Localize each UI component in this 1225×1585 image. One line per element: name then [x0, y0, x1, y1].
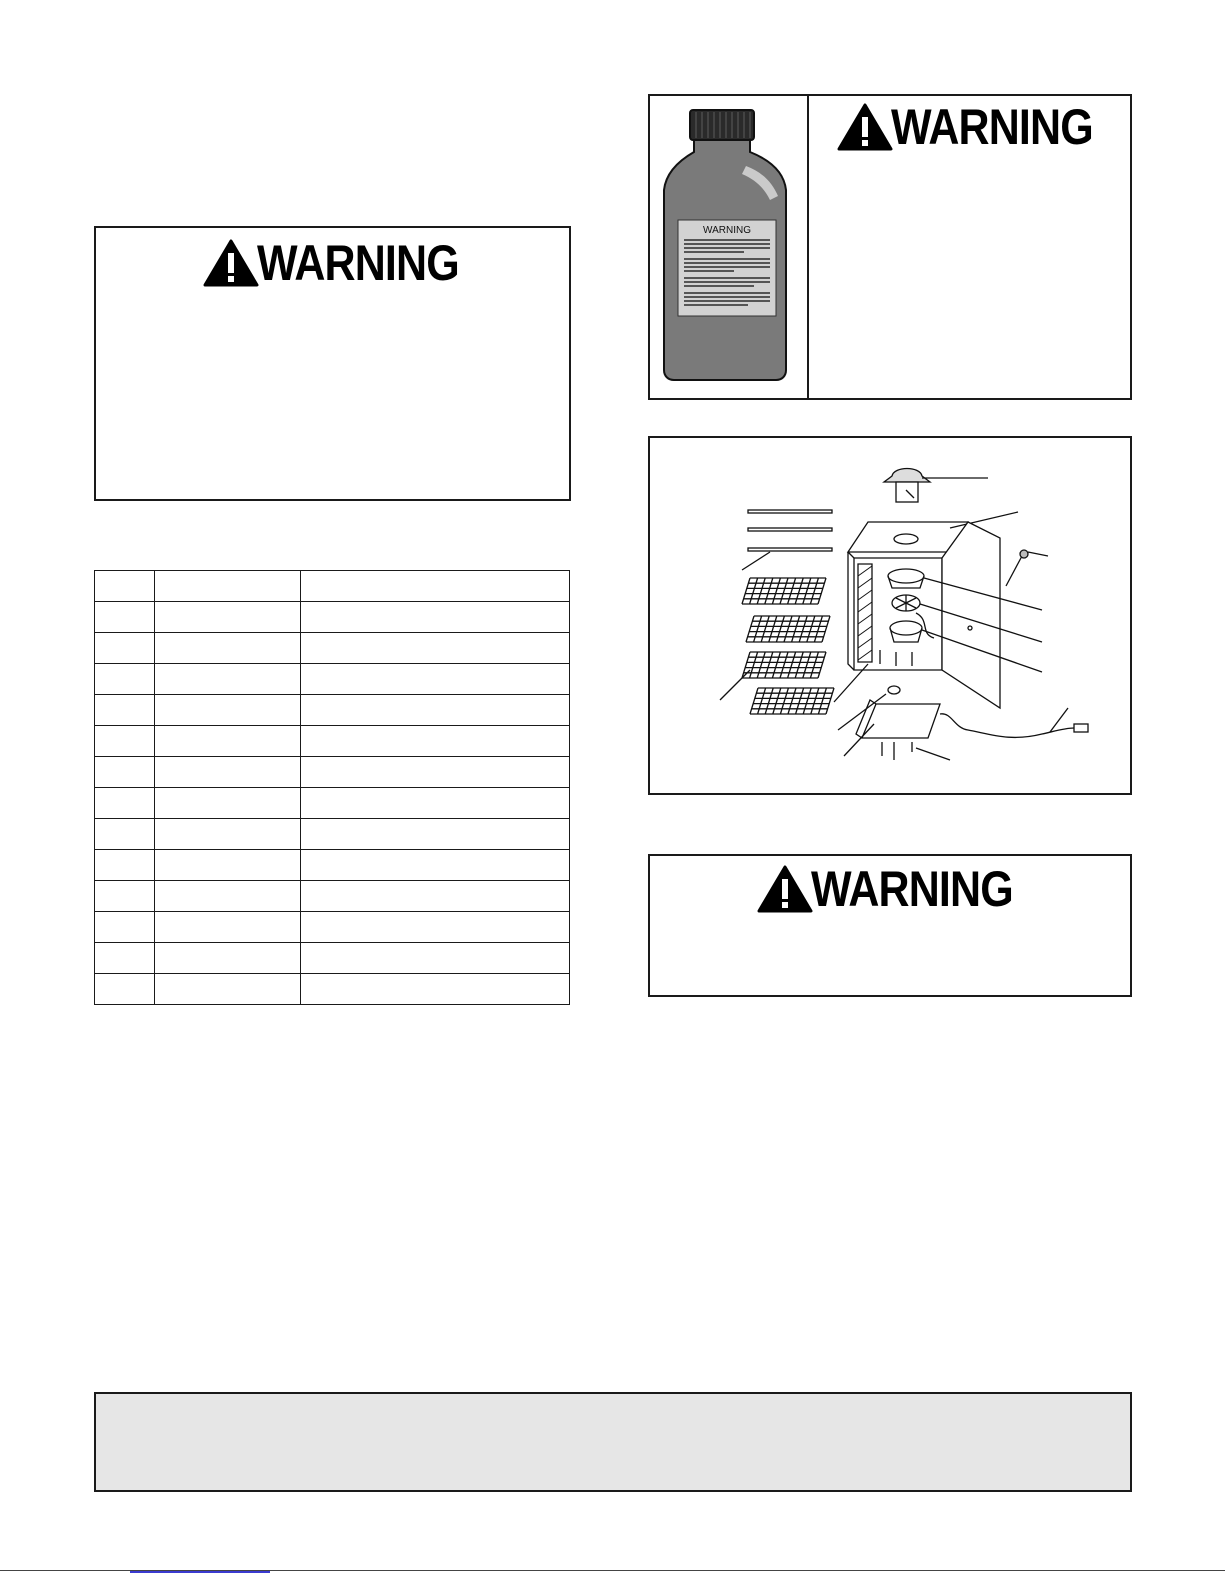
table-row: [95, 943, 570, 974]
wire-rack: [746, 616, 830, 642]
warning-triangle-icon: [757, 865, 813, 913]
table-row: [95, 757, 570, 788]
warning-box-left: [94, 226, 571, 501]
chemical-bottle-image: [660, 108, 795, 383]
table-cell: [95, 850, 155, 881]
table-cell: [95, 602, 155, 633]
table-row: [95, 912, 570, 943]
table-row: [95, 974, 570, 1005]
table-row: [95, 819, 570, 850]
table-cell: [155, 633, 301, 664]
table-cell: [155, 602, 301, 633]
warning-triangle-icon: [837, 103, 893, 151]
table-cell: [301, 881, 570, 912]
table-cell: [95, 881, 155, 912]
wire-rack: [742, 652, 826, 678]
table-cell: [95, 571, 155, 602]
table-row: [95, 788, 570, 819]
table-cell: [95, 633, 155, 664]
table-cell: [301, 664, 570, 695]
table-row: [95, 881, 570, 912]
table-cell: [155, 819, 301, 850]
table-cell: [155, 757, 301, 788]
table-cell: [301, 633, 570, 664]
bottle-label-title: WARNING: [703, 225, 751, 236]
table-cell: [155, 726, 301, 757]
wire-rack: [742, 578, 826, 604]
table-cell: [95, 726, 155, 757]
table-cell: [301, 602, 570, 633]
table-cell: [95, 912, 155, 943]
table-cell: [301, 974, 570, 1005]
wire-rack: [750, 688, 834, 714]
bottle-warning-panel: [648, 94, 1132, 400]
table-cell: [155, 881, 301, 912]
warning-heading-right: [757, 861, 1046, 917]
parts-table: [94, 570, 570, 1005]
table-row: [95, 726, 570, 757]
table-cell: [155, 974, 301, 1005]
smoker-parts-diagram: [648, 436, 1132, 795]
panel-divider: [807, 96, 809, 400]
table-cell: [95, 788, 155, 819]
table-cell: [155, 571, 301, 602]
table-cell: [301, 788, 570, 819]
footer-link[interactable]: [130, 1571, 270, 1573]
warning-label: WARNING: [257, 235, 459, 291]
table-cell: [95, 664, 155, 695]
table-cell: [155, 943, 301, 974]
table-cell: [95, 943, 155, 974]
table-cell: [95, 819, 155, 850]
table-cell: [301, 850, 570, 881]
table-row: [95, 695, 570, 726]
warning-triangle-icon: [203, 239, 259, 287]
exploded-view-drawing: [650, 438, 1130, 793]
table-cell: [301, 819, 570, 850]
warning-box-right: [648, 854, 1132, 997]
table-cell: [301, 757, 570, 788]
table-cell: [301, 695, 570, 726]
table-row: [95, 602, 570, 633]
table-row: [95, 850, 570, 881]
table-cell: [155, 695, 301, 726]
table-row: [95, 633, 570, 664]
table-cell: [155, 664, 301, 695]
table-cell: [155, 912, 301, 943]
table-cell: [95, 974, 155, 1005]
table-cell: [95, 695, 155, 726]
table-cell: [155, 850, 301, 881]
warning-label: WARNING: [811, 861, 1013, 917]
warning-heading-bottle-panel: [837, 99, 1126, 155]
table-cell: [95, 757, 155, 788]
warning-heading-left: [203, 235, 492, 291]
table-row: [95, 571, 570, 602]
table-cell: [301, 571, 570, 602]
table-cell: [155, 788, 301, 819]
table-cell: [301, 943, 570, 974]
table-row: [95, 664, 570, 695]
warning-label: WARNING: [891, 99, 1093, 155]
footer-note-box: [94, 1392, 1132, 1492]
table-cell: [301, 912, 570, 943]
table-cell: [301, 726, 570, 757]
